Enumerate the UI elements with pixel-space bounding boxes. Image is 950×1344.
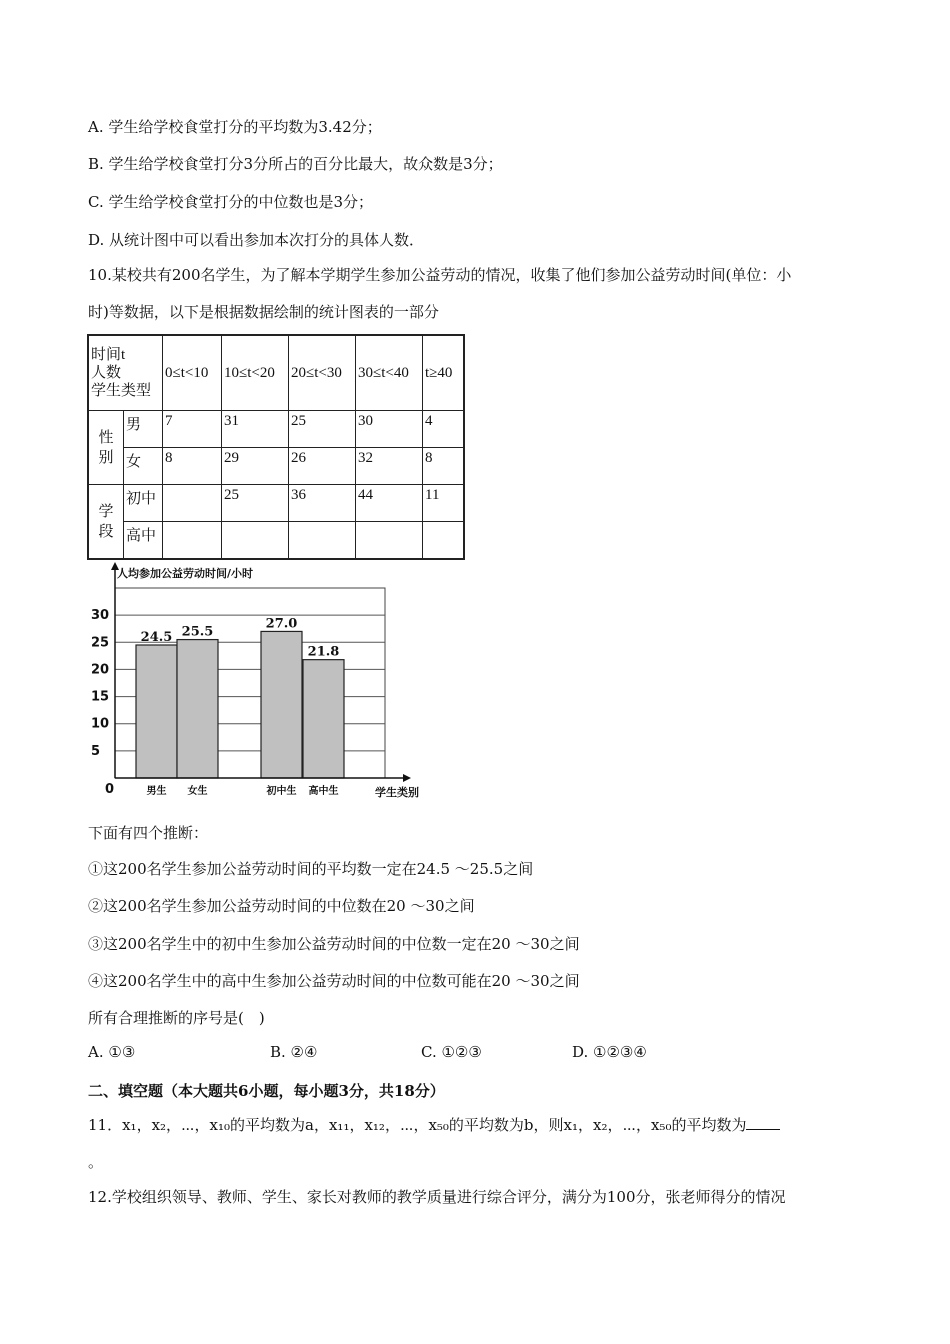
q10-choice-a: A. ①③	[88, 1043, 136, 1061]
x-category-label: 初中生	[266, 786, 297, 797]
table-cell: 7	[163, 411, 222, 448]
group-gender	[88, 411, 124, 485]
row-label: 男	[124, 411, 163, 448]
corner-type: 学生类型	[91, 383, 152, 399]
q11-text: x₁，x₂，⋯，x₁₀的平均数为a，x₁₁，x₁₂，⋯，x₅₀的平均数为b，则x₁，x₂，⋯，x₅₀的平均数为	[122, 1116, 747, 1134]
q10-stem-line1: 10.某校共有200名学生，为了解本学期学生参加公益劳动的情况，收集了他们参加公益劳动时间(单位：小	[88, 266, 792, 284]
group-stage-label: 学段	[98, 503, 114, 540]
q9-option-d: D. 从统计图中可以看出参加本次打分的具体人数．	[88, 231, 425, 249]
table-cell: 11	[423, 485, 465, 522]
q9-option-a: A. 学生给学校食堂打分的平均数为3.42分；	[88, 118, 382, 136]
q9-option-c: C. 学生给学校食堂打分的中位数也是3分；	[88, 193, 374, 211]
y-tick-label: 5	[91, 743, 101, 759]
chart-title: 人均参加公益劳动时间/小时	[117, 567, 254, 580]
corner-count: 人数	[91, 365, 122, 381]
y-tick-label: 0	[105, 782, 115, 797]
group-stage	[88, 485, 124, 560]
row-label: 女	[124, 448, 163, 485]
table-cell	[356, 522, 423, 560]
q10-stem-line2: 时)等数据，以下是根据数据绘制的统计图表的一部分	[88, 303, 439, 321]
q11-prefix: 11．	[88, 1116, 123, 1134]
corner-time: 时间t	[91, 347, 126, 363]
table-cell: 32	[356, 448, 423, 485]
section-title: 二、填空题（本大题共6小题，每小题3分，共18分）	[88, 1082, 445, 1100]
table-cell: 44	[356, 485, 423, 522]
bar-女生	[177, 640, 218, 778]
bar-初中生	[261, 631, 302, 778]
inference-4: ④这200名学生中的高中生参加公益劳动时间的中位数可能在20 ～30之间	[88, 972, 580, 990]
q12-stem: 12.学校组织领导、教师、学生、家长对教师的教学质量进行综合评分，满分为100分，张老师得分的情况	[88, 1188, 786, 1206]
table-cell: 29	[222, 448, 289, 485]
table-cell: 30	[356, 411, 423, 448]
y-tick-label: 30	[91, 608, 110, 624]
table-cell: 31	[222, 411, 289, 448]
x-category-label: 男生	[146, 786, 167, 797]
q10-choice-c: C. ①②③	[421, 1043, 482, 1061]
table-cell: 25	[222, 485, 289, 522]
y-tick-label: 15	[91, 689, 110, 705]
table-cell: 36	[289, 485, 356, 522]
x-axis-arrow	[403, 774, 411, 782]
q9-option-b: B. 学生给学校食堂打分3分所占的百分比最大，故众数是3分；	[88, 155, 503, 173]
table-cell: 25	[289, 411, 356, 448]
table-corner-cell	[88, 335, 163, 411]
q11-line	[88, 1115, 780, 1135]
bar-value-label: 21.8	[307, 644, 340, 660]
y-tick-label: 10	[91, 716, 110, 732]
q11-answer-blank[interactable]	[746, 1115, 780, 1130]
col-header: t≥40	[423, 335, 465, 411]
col-header: 30≤t<40	[356, 335, 423, 411]
table-cell: 8	[163, 448, 222, 485]
row-label: 高中	[124, 522, 163, 560]
q10-choice-b: B. ②④	[270, 1043, 318, 1061]
q10-bar-chart	[85, 558, 445, 808]
inference-lead: 下面有四个推断：	[88, 824, 209, 842]
bar-value-label: 27.0	[265, 616, 298, 632]
inference-1: ①这200名学生参加公益劳动时间的平均数一定在24.5 ～25.5之间	[88, 860, 534, 878]
col-header: 10≤t<20	[222, 335, 289, 411]
inference-2: ②这200名学生参加公益劳动时间的中位数在20 ～30之间	[88, 897, 475, 915]
bar-value-label: 24.5	[140, 630, 173, 645]
chart-bars	[136, 616, 344, 778]
table-cell	[163, 485, 222, 522]
y-tick-label: 20	[91, 662, 110, 678]
bar-value-label: 25.5	[181, 624, 214, 640]
q10-question: 所有合理推断的序号是( )	[88, 1009, 265, 1027]
table-cell	[222, 522, 289, 560]
table-cell	[289, 522, 356, 560]
bar-高中生	[303, 660, 344, 778]
y-tick-label: 25	[91, 635, 110, 651]
q10-choice-d: D. ①②③④	[572, 1043, 647, 1061]
table-cell	[423, 522, 465, 560]
bar-男生	[136, 645, 177, 778]
q10-stat-table	[87, 334, 465, 560]
x-category-label: 高中生	[308, 786, 339, 797]
inference-3: ③这200名学生中的初中生参加公益劳动时间的中位数一定在20 ～30之间	[88, 935, 580, 953]
table-cell: 8	[423, 448, 465, 485]
chart-xlabel: 学生类别	[375, 786, 419, 799]
col-header: 0≤t<10	[163, 335, 222, 411]
x-category-label: 女生	[187, 786, 208, 797]
table-cell	[163, 522, 222, 560]
row-label: 初中	[124, 485, 163, 522]
table-cell: 4	[423, 411, 465, 448]
group-gender-label: 性别	[98, 429, 114, 466]
col-header: 20≤t<30	[289, 335, 356, 411]
table-cell: 26	[289, 448, 356, 485]
q11-end: 。	[88, 1153, 104, 1171]
